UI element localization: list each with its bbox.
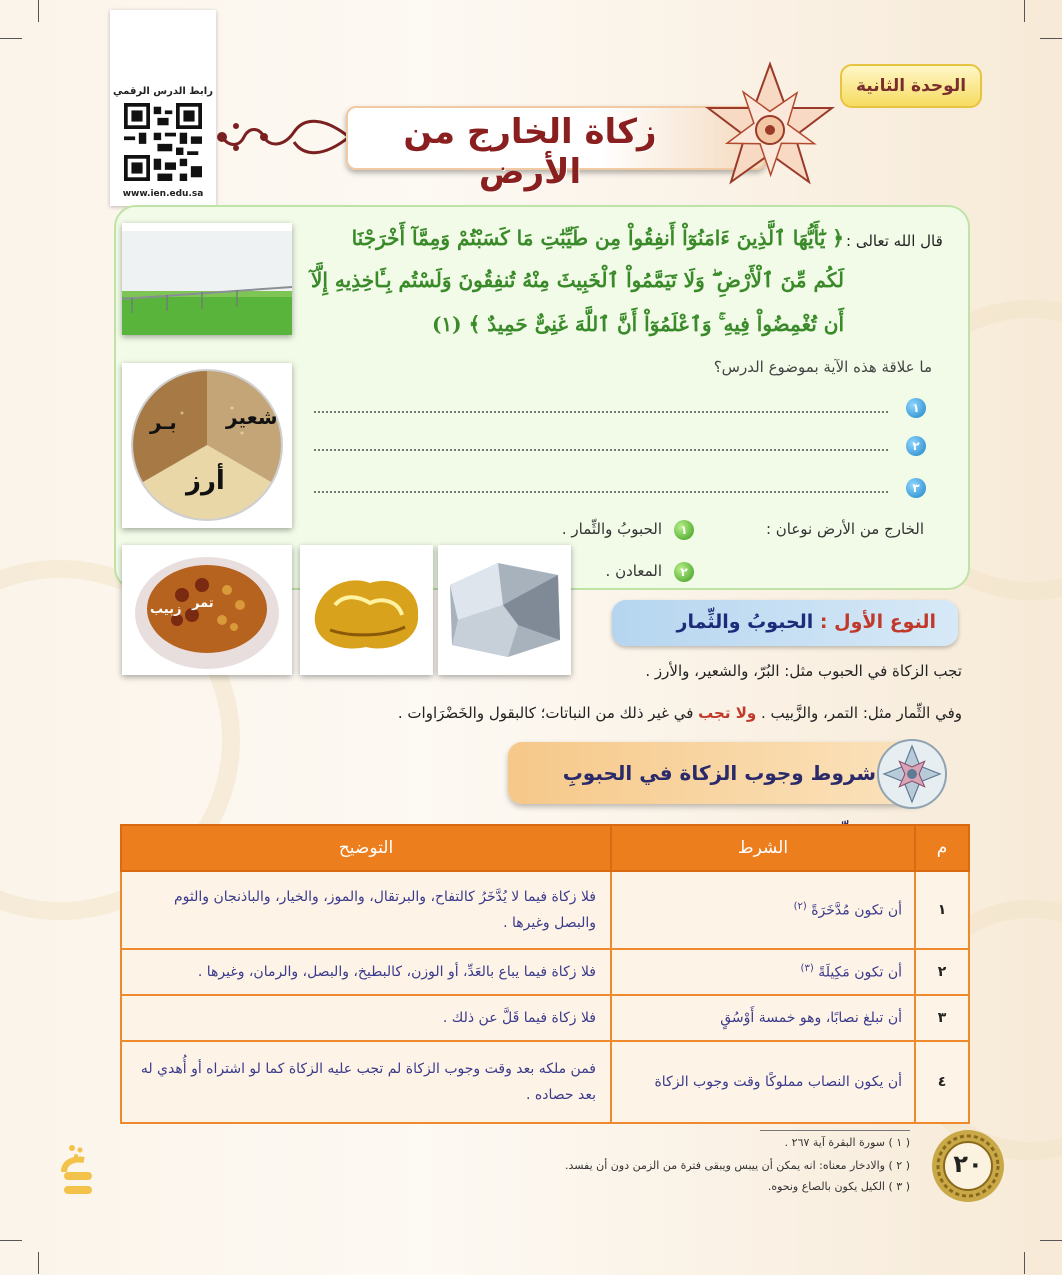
star-emblem-icon	[700, 60, 840, 200]
type-item-text: الحبوبُ والثِّمار .	[561, 520, 662, 538]
gold-nugget-photo	[300, 545, 433, 675]
conditions-table	[120, 824, 970, 1124]
header-explanation: التوضيح	[121, 825, 611, 871]
verse-intro: قال الله تعالى :	[846, 232, 943, 250]
crop-mark	[1024, 0, 1025, 22]
type-number: ٢	[674, 562, 694, 582]
row-explanation: فلا زكاة فيما يباع بالعَدِّ، أو الوزن، كالبطيخ، والبصل، والرمان، وغيرها .	[121, 949, 611, 995]
qr-url[interactable]: www.ien.edu.sa	[122, 189, 204, 199]
type-item-text: المعادن .	[605, 562, 662, 580]
barley-label: شعير	[226, 405, 278, 429]
row-condition	[611, 995, 915, 1041]
answer-line-3[interactable]	[314, 481, 888, 493]
raisins-label: زبيب	[150, 602, 182, 617]
grains-plate-photo	[122, 363, 292, 528]
footnote-2: ( ٢ ) والادخار معناه: انه يمكن أن ييبس ويبقى فترة من الزمن دون أن يفسد.	[564, 1159, 910, 1172]
row-explanation: فمن ملكه بعد وقت وجوب الزكاة لم تجب عليه الزكاة كما لو اشتراه أو أُهدي له بعد حصاده .	[121, 1041, 611, 1123]
footnote-1: ( ١ ) سورة البقرة آية ٢٦٧ .	[784, 1136, 910, 1149]
irrigated-field-photo	[122, 223, 292, 335]
crop-mark	[38, 1252, 39, 1274]
row-num: ٤	[915, 1041, 969, 1123]
paragraph-grains: تجب الزكاة في الحبوب مثل: البُرّ، والشعير، والأرز .	[645, 662, 962, 680]
header-num: م	[915, 825, 969, 871]
row-condition-text: أن تكون مُدَّخَرَةً	[811, 902, 902, 919]
table-row	[121, 1041, 969, 1123]
question-text: ما علاقة هذه الآية بموضوع الدرس؟	[713, 358, 932, 376]
unit-tag: الوحدة الثانية	[840, 64, 982, 108]
row-condition	[611, 871, 915, 949]
row-condition-text: أن تبلغ نصابًا، وهو خمسة أَوْسُقٍ	[720, 1010, 902, 1026]
crop-mark	[0, 1240, 22, 1241]
answer-number: ٣	[906, 478, 926, 498]
crop-mark	[1040, 38, 1062, 39]
footnote-ref: (٣)	[800, 963, 814, 975]
paragraph-fruits-b: ولا تجب	[698, 704, 757, 722]
table-row	[121, 949, 969, 995]
verse-line-3: أَن تُغْمِضُواْ فِيهِ ۚ وَٱعْلَمُوٓاْ أَنَّ ٱللَّهَ غَنِىٌّ حَمِيدٌ ﴾ (١)	[431, 312, 844, 336]
answer-line-2[interactable]	[314, 439, 888, 451]
answer-line-1[interactable]	[314, 401, 888, 413]
footnote-ref: (٢)	[793, 901, 807, 913]
table-row	[121, 995, 969, 1041]
rosette-emblem-icon	[876, 732, 948, 816]
row-num: ١	[915, 871, 969, 949]
row-condition-text: أن يكون النصاب مملوكًا وقت وجوب الزكاة	[654, 1074, 902, 1090]
table-row	[121, 871, 969, 949]
rice-label: أرز	[186, 466, 225, 496]
footnote-3: ( ٣ ) الكيل يكون بالصاع ونحوه.	[767, 1180, 910, 1193]
dates-label: تمر	[192, 596, 214, 611]
row-explanation: فلا زكاة فيما لا يُدَّخَرُ كالتفاح، والبرتقال، والموز، والخيار، والباذنجان والثوم والبصل وغيرها .	[121, 871, 611, 949]
crop-mark	[38, 0, 39, 22]
row-num: ٢	[915, 949, 969, 995]
answer-number: ٢	[906, 436, 926, 456]
row-condition-text: أن تكون مَكِيلَةً	[818, 964, 902, 981]
silver-metal-photo	[438, 545, 571, 675]
crop-mark	[1040, 1240, 1062, 1241]
publisher-logo-icon	[58, 1142, 98, 1212]
row-condition	[611, 949, 915, 995]
verse-line-2: لَكُم مِّنَ ٱلْأَرْضِ ۖ وَلَا تَيَمَّمُواْ ٱلْخَبِيثَ مِنْهُ تُنفِقُونَ وَلَسْتُم بِـَٔاخِذِيهِ إِلَّآ	[311, 268, 844, 292]
first-type-title: الحبوبُ والثِّمار	[676, 611, 814, 633]
wheat-label: بـر	[150, 410, 177, 434]
qr-code-icon[interactable]	[124, 103, 202, 181]
answer-number: ١	[906, 398, 926, 418]
header-condition: الشرط	[611, 825, 915, 871]
page-number: ٢٠	[953, 1150, 983, 1178]
crop-mark	[1024, 1252, 1025, 1274]
paragraph-fruits-a: وفي الثِّمار مثل: التمر، والزَّبيب .	[761, 704, 962, 722]
footnote-divider	[760, 1130, 910, 1131]
qr-card[interactable]	[110, 10, 216, 206]
row-condition	[611, 1041, 915, 1123]
row-explanation: فلا زكاة فيما قَلَّ عن ذلك .	[121, 995, 611, 1041]
verse-line-1: ﴿ يَٰٓأَيُّهَا ٱلَّذِينَ ءَامَنُوٓاْ أَنفِقُواْ مِن طَيِّبَٰتِ مَا كَسَبْتُمْ وَمِمَّآ أَخْرَجْنَا	[351, 226, 844, 250]
crop-mark	[0, 38, 22, 39]
type-number: ١	[674, 520, 694, 540]
paragraph-fruits	[398, 704, 962, 722]
qr-title: رابط الدرس الرقمي	[113, 86, 213, 97]
first-type-heading	[612, 600, 958, 646]
page-number-badge	[930, 1128, 1006, 1204]
types-label: الخارج من الأرض نوعان :	[765, 520, 924, 538]
first-type-prefix: النوع الأول :	[819, 611, 936, 633]
conditions-heading: شروط وجوب الزكاة في الحبوبِ	[508, 742, 928, 804]
flourish-ornament-icon	[214, 112, 354, 162]
paragraph-fruits-c: في غير ذلك من النباتات؛ كالبقول والخَضْرَاوات .	[397, 704, 694, 722]
row-num: ٣	[915, 995, 969, 1041]
page-title: زكاة الخارج من الأرض	[403, 112, 657, 192]
